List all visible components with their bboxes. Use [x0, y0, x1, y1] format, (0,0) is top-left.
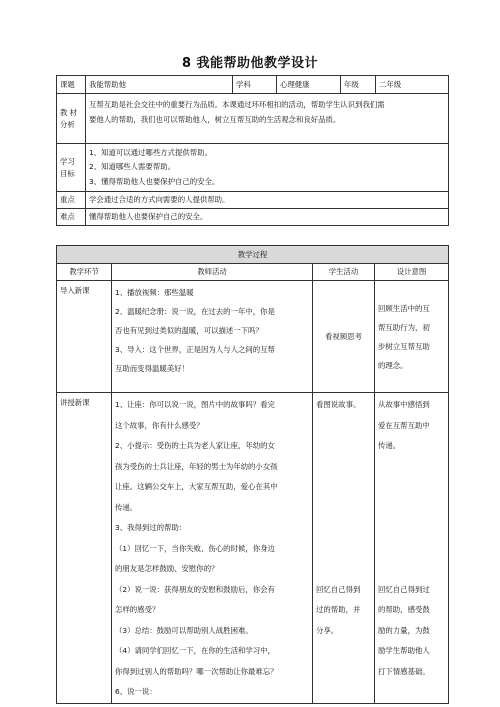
grade-value: 二年级 [376, 76, 449, 94]
teaching-process-table [56, 245, 449, 704]
teacher-activity: 1、播放视频：那些温暖 2、温暖纪念册：说一说，在过去的一年中，你是 否也有见到过类似的温暖，可以描述一下吗？ 3、导入：这个世界，正是因为人与人之间的互帮 互助而变得温暖美好！ [112, 281, 313, 393]
header-teacher: 教师活动 [112, 264, 313, 281]
analysis-label: 教 材 分析 [57, 94, 86, 144]
key-point-text: 学会通过合适的方式向需要的人提供帮助。 [86, 192, 449, 209]
goals-row [57, 144, 449, 192]
goal-item: 3、懂得帮助他人也要保护自己的安全。 [89, 176, 220, 186]
design-intent: 回顾生活中的互 帮互助行为，初 步树立互帮互助 的理念。 [375, 281, 449, 393]
goals-list [86, 144, 449, 192]
lesson-info-table [56, 75, 449, 226]
info-row [57, 76, 449, 94]
stage-cell: 讲授新课 [57, 393, 112, 704]
goal-item: 2、知道哪些人需要帮助。 [89, 162, 176, 172]
topic-value: 我能帮助他 [86, 76, 233, 94]
design-intent: 从故事中感悟到 爱在互帮互助中 传递。 回忆自己得到过 的帮助，感受鼓 励的力量，为鼓 励学生帮助他人 打下情感基础。 [375, 393, 449, 704]
analysis-row [57, 94, 449, 144]
process-row-intro [57, 281, 449, 393]
difficulty-label: 难点 [57, 209, 86, 226]
process-banner-row [57, 246, 449, 264]
page-title: 8 我能帮助他教学设计 [181, 56, 319, 71]
key-point-row [57, 192, 449, 209]
grade-label: 年级 [341, 76, 376, 94]
header-intent: 设计意图 [375, 264, 449, 281]
teacher-activity: 1、让座：你可以说一说，图片中的故事吗？看完 这个故事，你有什么感受？ 2、小提示：受伤的士兵为老人家让座，年幼的女 孩为受伤的士兵让座，年轻的男士为年幼的小女孩 让座。这辆公交车上，大家互帮互助，爱心在其中 传递。 3、我得到过的帮助： （1）回忆一下，当你失败、伤心的时候，你身边 的朋友是怎样鼓励、安慰你的？ （2）说一说：获得朋友的安慰和鼓励后，你会有 怎样的感受？ （3）总结：鼓励可以帮助别人战胜困难。 （4）请同学们回忆一下，在你的生活和学习中， 你得到过别人的帮助吗？哪一次帮助让你最难忘？ 6、说一说： [112, 393, 313, 704]
analysis-text: 互帮互助是社会交往中的重要行为品质。本课通过环环相扣的活动，帮助学生认识到我们需 要他人的帮助，我们也可以帮助他人，树立互帮互助的生活观念和良好品质。 [86, 94, 449, 144]
subject-value: 心理健康 [277, 76, 341, 94]
difficulty-text: 懂得帮助他人也要保护自己的安全。 [86, 209, 449, 226]
subject-label: 学科 [233, 76, 277, 94]
difficulty-row [57, 209, 449, 226]
student-activity: 看图说故事。 回忆自己得到 过的帮助，并 分享。 [313, 393, 375, 704]
goal-item: 1、知道可以通过哪些方式提供帮助。 [89, 147, 212, 157]
process-header-row [57, 264, 449, 281]
student-activity: 看视频思考 [313, 281, 375, 393]
goals-label: 学习 目标 [57, 144, 86, 192]
header-student: 学生活动 [313, 264, 375, 281]
topic-label: 课题 [57, 76, 86, 94]
process-banner: 教学过程 [57, 246, 449, 264]
process-row-lesson [57, 393, 449, 704]
header-stage: 教学环节 [57, 264, 112, 281]
stage-cell: 导入新课 [57, 281, 112, 393]
key-point-label: 重点 [57, 192, 86, 209]
